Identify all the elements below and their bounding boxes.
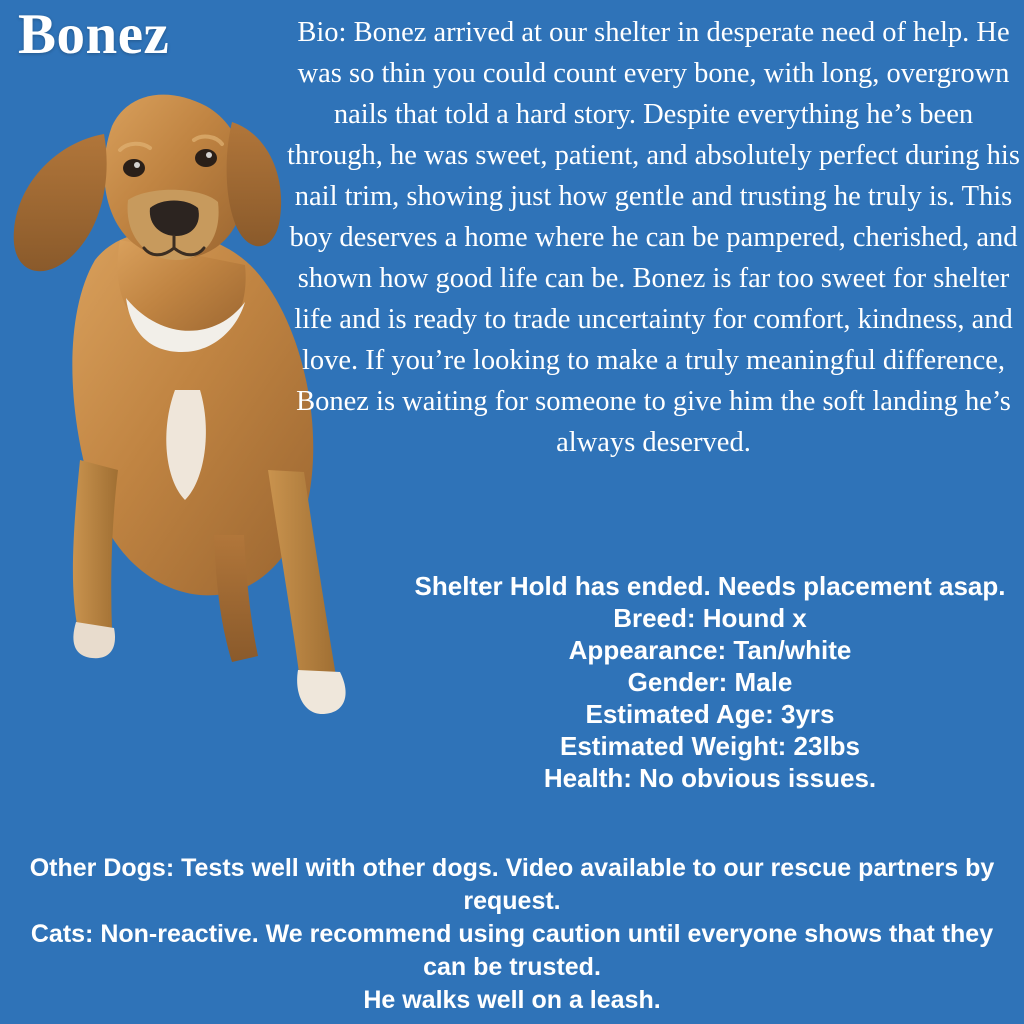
detail-age: Estimated Age: 3yrs (585, 699, 835, 729)
note-leash: He walks well on a leash. (363, 986, 661, 1014)
detail-breed: Breed: Hound x (613, 603, 807, 633)
detail-appearance: Appearance: Tan/white (568, 635, 852, 665)
detail-status: Shelter Hold has ended. Needs placement asap. (414, 571, 1006, 601)
detail-gender: Gender: Male (627, 667, 793, 697)
bio-text: Bio: Bonez arrived at our shelter in desperate need of help. He was so thin you could count every bone, with long, overgrown nails that told a hard story. Despite everything he’s been through, he was sweet, patient, and absolutely perfect during his nail trim, showing just how gentle and trusting he truly is. This boy deserves a home where he can be pampered, cherished, and shown how good life can be. Bonez is far too sweet for shelter life and is ready to trade uncertainty for comfort, kindness, and love. If you’re looking to make a truly meaningful difference, Bonez is waiting for someone to give him the soft landing he’s always deserved. (287, 17, 1020, 458)
note-cats: Cats: Non-reactive. We recommend using caution until everyone shows that they can be trusted. (30, 920, 994, 981)
detail-weight: Estimated Weight: 23lbs (559, 731, 861, 761)
page-title: Bonez (18, 3, 170, 66)
behavior-notes (18, 852, 1006, 1017)
detail-health: Health: No obvious issues. (543, 763, 877, 793)
note-other-dogs: Other Dogs: Tests well with other dogs. Video available to our rescue partners by request. (29, 854, 995, 915)
pet-details-list (400, 570, 1020, 794)
